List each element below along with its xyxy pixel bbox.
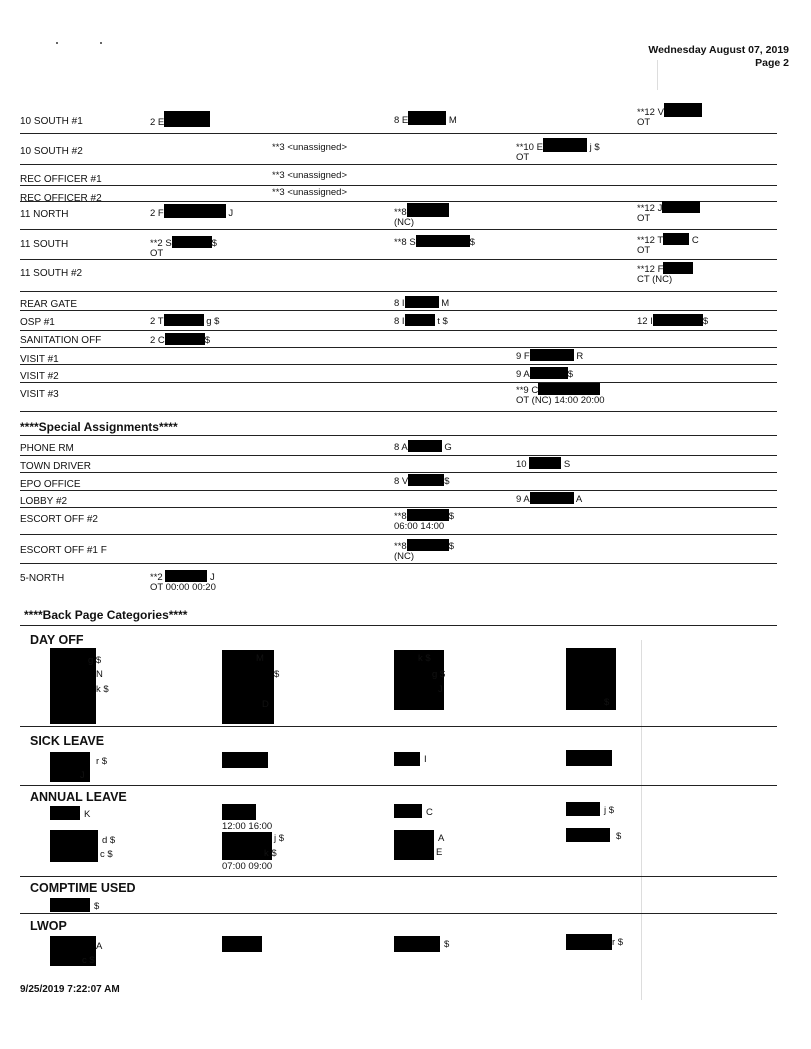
row-label: SANITATION OFF: [20, 335, 102, 346]
row-label: VISIT #3: [20, 389, 59, 400]
redaction: [222, 936, 262, 952]
assignment-cell: 2 F J: [150, 204, 233, 219]
redaction: [50, 806, 80, 820]
leave-entry: N: [96, 669, 103, 680]
row-divider: [20, 229, 777, 230]
assignment-cell: 8 I t $: [394, 316, 448, 327]
assignment-cell: **8 $ (NC): [394, 541, 454, 562]
leave-entry: A: [96, 941, 103, 952]
assignment-cell: 2 E: [150, 111, 210, 128]
row-label: ESCORT OFF #2: [20, 514, 98, 525]
row-label: TOWN DRIVER: [20, 461, 91, 472]
assignment-cell: 2 C $: [150, 335, 211, 346]
assignment-cell: 8 E M: [394, 111, 457, 126]
redaction: [407, 203, 449, 217]
category-title-comptime: COMPTIME USED: [30, 881, 136, 895]
leave-entry: $: [274, 669, 280, 680]
row-divider: [20, 913, 777, 914]
assignment-cell: 8 V $: [394, 476, 450, 487]
leave-entry: k $: [96, 684, 109, 695]
row-divider: [20, 133, 777, 134]
row-label: EPO OFFICE: [20, 479, 81, 490]
redaction: [394, 936, 440, 952]
leave-entry: j $: [604, 805, 615, 816]
row-divider: [20, 507, 777, 508]
redaction: [663, 262, 693, 274]
redaction: [394, 752, 420, 766]
leave-entry: g $: [432, 669, 446, 680]
row-label: OSP #1: [20, 317, 55, 328]
leave-entry: $: [94, 901, 100, 912]
assignment-cell: 2 T g $: [150, 316, 220, 327]
assignment-cell: **3 <unassigned>: [272, 142, 348, 153]
assignment-cell: **8 $ 06:00 14:00: [394, 511, 454, 532]
redaction: [663, 233, 689, 245]
category-title-day-off: DAY OFF: [30, 633, 84, 647]
row-divider: [20, 364, 777, 365]
leave-entry: $: [616, 831, 622, 842]
row-label: ESCORT OFF #1 F: [20, 545, 107, 556]
leave-entry: d $: [102, 835, 116, 846]
redaction: [165, 333, 205, 345]
leave-entry: r $: [612, 937, 624, 948]
assignment-cell: 9 A A: [516, 494, 583, 505]
row-label: PHONE RM: [20, 443, 74, 454]
redaction: [566, 750, 612, 766]
assignment-cell: **3 <unassigned>: [272, 187, 348, 198]
assignment-cell: **12 V OT: [637, 103, 702, 128]
row-divider: [20, 785, 777, 786]
assignment-cell: 9 F R: [516, 351, 584, 362]
leave-entry: c $: [100, 849, 113, 860]
leave-entry: E: [436, 847, 443, 858]
row-divider: [20, 185, 777, 186]
assignment-cell: 10 S: [516, 459, 571, 470]
row-label: VISIT #1: [20, 354, 59, 365]
row-divider: [20, 310, 777, 311]
redaction: [538, 383, 600, 395]
leave-entry: J: [80, 770, 85, 781]
leave-entry: $: [604, 697, 610, 708]
row-label: 11 SOUTH #2: [20, 268, 83, 279]
redaction: [529, 457, 561, 469]
redaction: [566, 828, 610, 842]
row-divider: [20, 411, 777, 412]
row-divider: [20, 330, 777, 331]
leave-entry: J: [438, 684, 443, 695]
redaction: [164, 204, 226, 218]
redaction: [664, 103, 702, 117]
assignment-cell: **2 S $ OT: [150, 238, 217, 259]
assignment-cell: **12 J OT: [637, 201, 700, 224]
assignment-cell: 8 I M: [394, 298, 450, 309]
redaction: [394, 804, 422, 818]
redaction: [222, 752, 268, 768]
row-divider: [20, 876, 777, 877]
redaction: [172, 236, 212, 248]
assignment-cell: **12 T C OT: [637, 235, 699, 256]
row-label: 5-NORTH: [20, 573, 65, 584]
leave-entry: $: [444, 939, 450, 950]
row-label: 11 NORTH: [20, 209, 69, 220]
redaction: [530, 349, 574, 361]
row-divider: [20, 259, 777, 260]
redaction: [164, 314, 204, 326]
row-divider: [20, 625, 777, 626]
row-divider: [20, 563, 777, 564]
leave-entry: c $: [82, 955, 95, 966]
leave-entry: D: [262, 699, 269, 710]
leave-entry: j $: [274, 833, 285, 844]
row-divider: [20, 164, 777, 165]
redaction: [405, 314, 435, 326]
row-label: LOBBY #2: [20, 496, 68, 507]
row-label: VISIT #2: [20, 371, 59, 382]
redaction: [165, 570, 207, 582]
row-divider: [20, 726, 777, 727]
redaction: [222, 650, 274, 724]
row-label: REC OFFICER #2: [20, 193, 102, 204]
redaction: [543, 138, 587, 152]
leave-entry: 07:00 09:00: [222, 861, 273, 872]
section-heading-special: ****Special Assignments****: [20, 420, 178, 434]
scan-artifact-line: [657, 60, 658, 90]
leave-entry: I: [424, 754, 427, 765]
redaction: [566, 802, 600, 816]
redaction: [530, 492, 574, 504]
assignment-cell: **2 J OT 00:00 00:20: [150, 572, 216, 593]
redaction: [408, 111, 446, 125]
leave-entry: K: [84, 809, 91, 820]
row-label: REC OFFICER #1: [20, 174, 102, 185]
category-title-lwop: LWOP: [30, 919, 67, 933]
leave-entry: k $: [264, 848, 277, 859]
redaction: [416, 235, 470, 247]
redaction: [530, 367, 568, 379]
assignment-cell: **8 S $: [394, 237, 475, 248]
redaction: [394, 830, 434, 860]
row-label: 10 SOUTH #1: [20, 116, 83, 127]
redaction: [662, 201, 700, 213]
assignment-cell: 12 I $: [637, 316, 709, 327]
row-divider: [20, 490, 777, 491]
row-divider: [20, 291, 777, 292]
leave-entry: k $: [418, 653, 431, 664]
redaction: [50, 830, 98, 862]
scan-speck: [100, 42, 102, 44]
row-label: REAR GATE: [20, 299, 78, 310]
assignment-cell: **10 E j $ OT: [516, 138, 600, 163]
page-number: Page 2: [755, 57, 789, 69]
leave-entry: A: [438, 833, 445, 844]
section-heading-back: ****Back Page Categories****: [24, 608, 188, 622]
category-title-sick-leave: SICK LEAVE: [30, 734, 105, 748]
row-label: 11 SOUTH: [20, 239, 69, 250]
redaction: [164, 111, 210, 127]
leave-entry: r $: [96, 756, 108, 767]
assignment-cell: 8 A G: [394, 442, 452, 453]
redaction: [566, 934, 612, 950]
row-divider: [20, 347, 777, 348]
leave-entry: C: [426, 807, 433, 818]
row-divider: [20, 472, 777, 473]
redaction: [653, 314, 703, 326]
redaction: [50, 898, 90, 912]
assignment-cell: 9 A $: [516, 369, 574, 380]
assignment-cell: **8 (NC): [394, 203, 449, 228]
scan-artifact-line: [641, 640, 642, 1000]
redaction: [408, 474, 444, 486]
leave-entry: g $: [88, 655, 102, 666]
row-divider: [20, 534, 777, 535]
report-date: Wednesday August 07, 2019: [648, 44, 789, 56]
assignment-cell: **12 F CT (NC): [637, 262, 693, 285]
row-divider: [20, 435, 777, 436]
leave-entry: 12:00 16:00: [222, 821, 273, 832]
redaction: [222, 804, 256, 820]
row-label: 10 SOUTH #2: [20, 146, 83, 157]
assignment-cell: **9 C OT (NC) 14:00 20:00: [516, 385, 605, 406]
redaction: [407, 539, 449, 551]
row-divider: [20, 455, 777, 456]
print-timestamp: 9/25/2019 7:22:07 AM: [20, 984, 120, 995]
redaction: [407, 509, 449, 521]
category-title-annual-leave: ANNUAL LEAVE: [30, 790, 127, 804]
scan-speck: [56, 42, 58, 44]
leave-entry: M: [256, 653, 264, 664]
redaction: [405, 296, 439, 308]
redaction: [408, 440, 442, 452]
row-divider: [20, 382, 777, 383]
assignment-cell: **3 <unassigned>: [272, 170, 348, 181]
